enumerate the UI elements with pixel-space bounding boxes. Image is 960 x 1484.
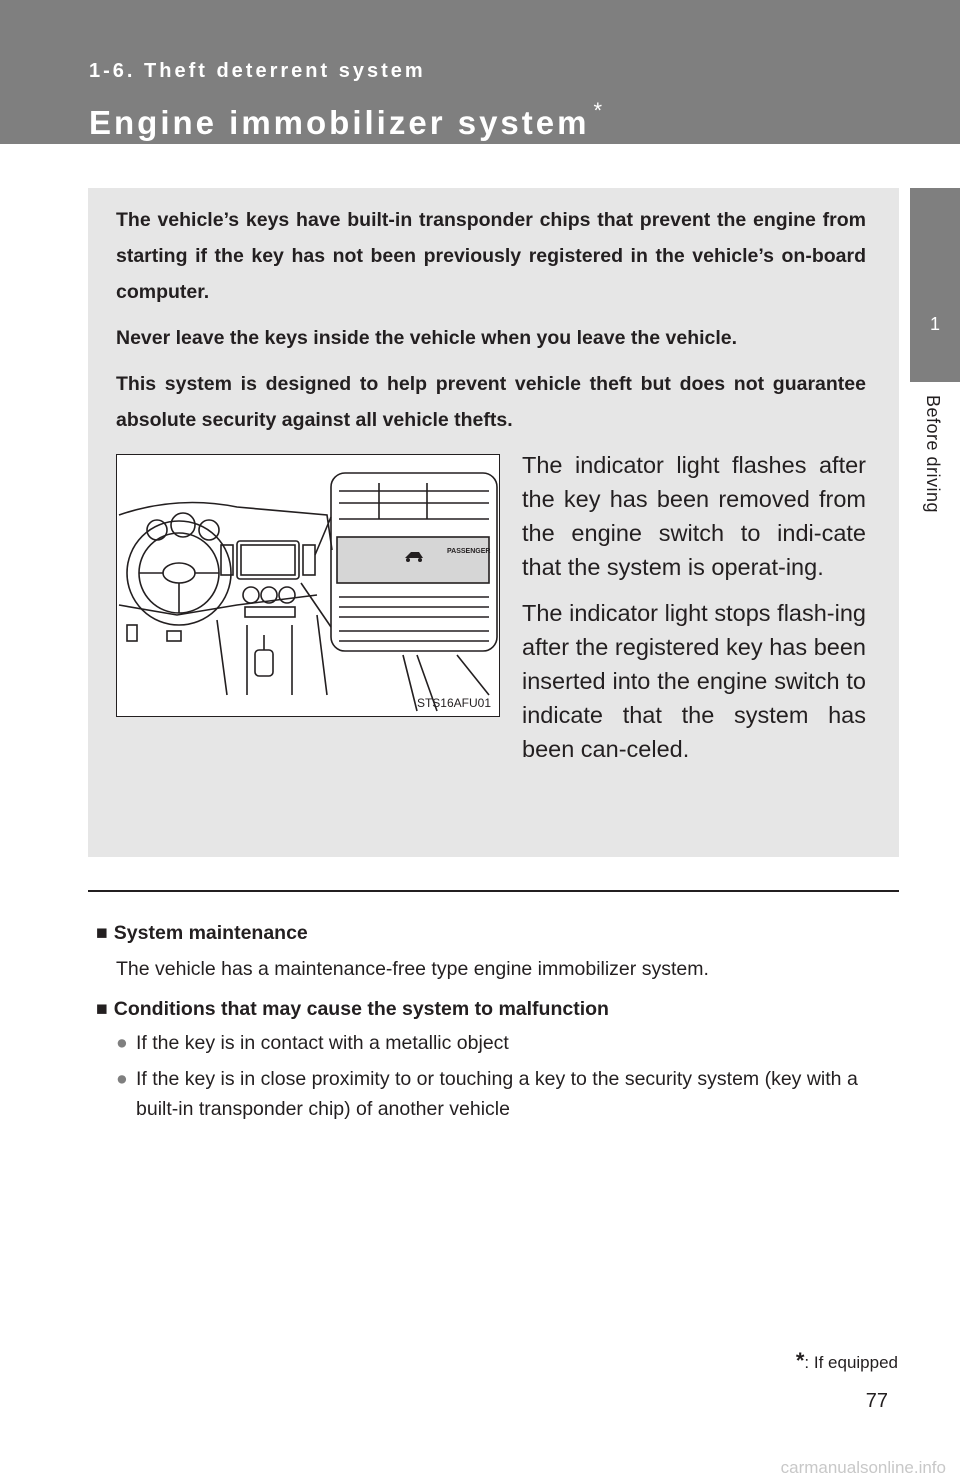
indicator-paragraph: The indicator light flashes after the key has been removed from the engine switch to indi-cate that the system is operat-ing. — [522, 452, 866, 580]
summary-paragraph: This system is designed to help prevent vehicle theft but does not guarantee absolute security against all vehicle thefts. — [116, 373, 866, 431]
condition-item — [116, 1064, 896, 1124]
note-heading — [96, 994, 896, 1024]
footnote-text: : If equipped — [804, 1353, 898, 1372]
watermark: carmanualsonline.info — [780, 1458, 946, 1477]
footnote-mark: * — [795, 1348, 805, 1373]
note-heading — [96, 918, 896, 948]
indicator-description — [522, 448, 866, 778]
dashboard-illustration — [116, 454, 500, 717]
chapter-label: Before driving — [923, 395, 943, 514]
passenger-label: PASSENGER — [447, 548, 491, 555]
notes-section — [96, 918, 896, 1130]
page-title-text: Engine immobilizer system — [89, 104, 590, 141]
figure-code: STS16AFU01 — [416, 696, 491, 710]
indicator-paragraph: The indicator light stops flash-ing after the registered key has been inserted into the engine switch to indicate that the system has been can-celed. — [522, 600, 866, 762]
bullet-marker: ● — [116, 1032, 128, 1054]
chapter-number: 1 — [929, 314, 940, 334]
maintenance-heading: System maintenance — [113, 922, 308, 944]
summary-paragraph: The vehicle’s keys have built-in transponder chips that prevent the engine from starting if the key has not been previously registered in the vehicle’s on-board computer. — [116, 209, 866, 303]
summary-text — [116, 202, 866, 448]
page-number: 77 — [865, 1390, 888, 1412]
section-divider — [88, 890, 899, 892]
footnote — [796, 1348, 898, 1374]
condition-text: If the key is in close proximity to or touching a key to the security system (key with a built-in transponder chip) of another vehicle — [136, 1068, 858, 1120]
summary-paragraph: Never leave the keys inside the vehicle when you leave the vehicle. — [116, 327, 738, 349]
page-header — [0, 0, 960, 144]
conditions-heading: Conditions that may cause the system to malfunction — [113, 998, 609, 1020]
heading-marker: ■ — [96, 998, 108, 1020]
page-title — [89, 98, 605, 142]
dashboard-drawing — [117, 455, 500, 717]
section-label: 1-6. Theft deterrent system — [89, 60, 426, 82]
maintenance-body: The vehicle has a maintenance-free type engine immobilizer system. — [116, 958, 709, 980]
condition-text: If the key is in contact with a metallic object — [136, 1032, 509, 1054]
chapter-tab — [910, 188, 960, 382]
condition-item — [116, 1028, 896, 1058]
heading-marker: ■ — [96, 922, 108, 944]
equipped-mark: * — [593, 98, 606, 123]
bullet-marker: ● — [116, 1068, 128, 1090]
